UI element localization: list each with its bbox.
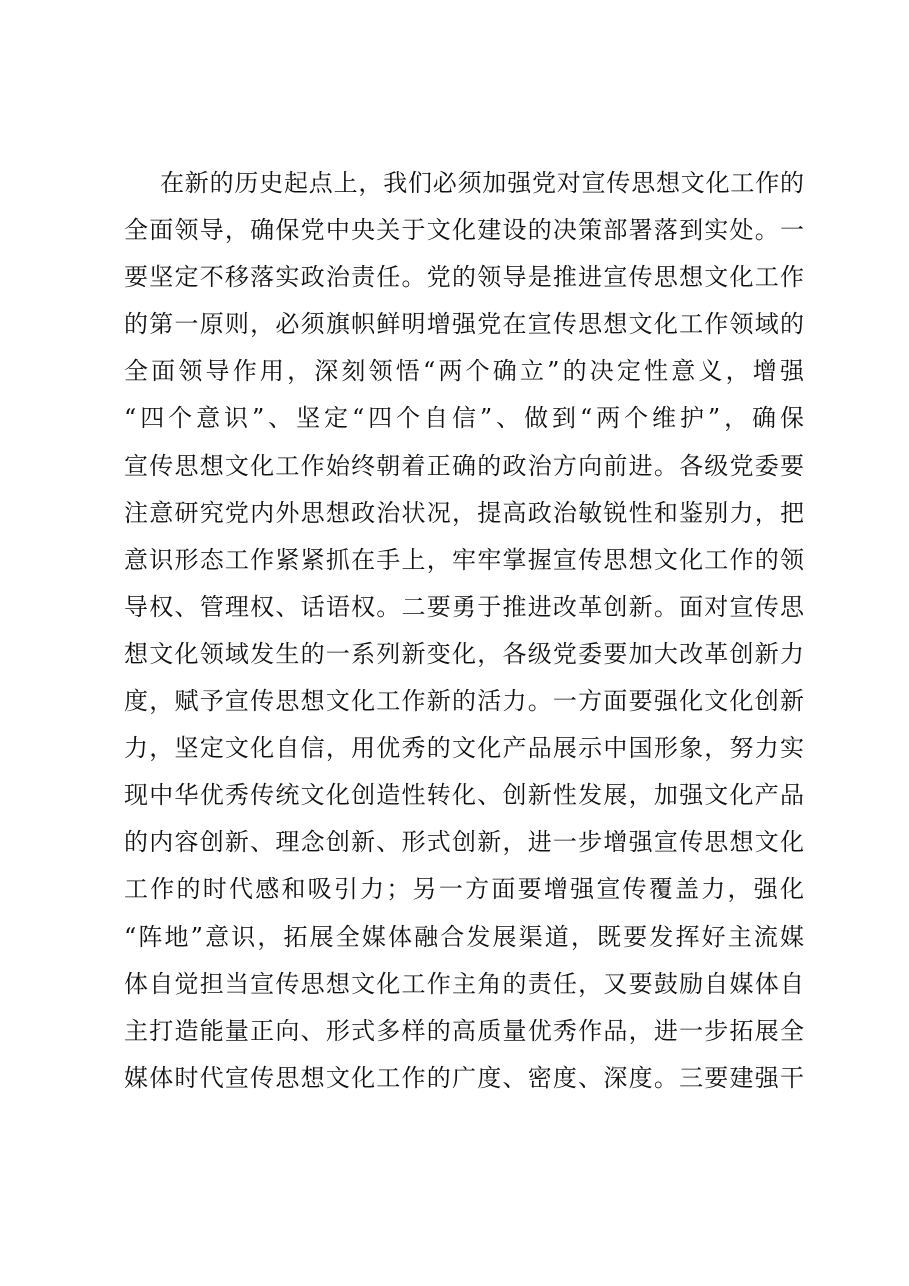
paragraph-line: 体自觉担当宣传思想文化工作主角的责任，又要鼓励自媒体自 [124,969,804,998]
paragraph-line: 要坚定不移落实政治责任。党的领导是推进宣传思想文化工作 [124,263,804,292]
paragraph-line: 在新的历史起点上，我们必须加强党对宣传思想文化工作的 [160,169,804,197]
paragraph-line: 度，赋予宣传思想文化工作新的活力。一方面要强化文化创新 [124,687,804,716]
paragraph-line: 全面领导作用，深刻领悟“两个确立”的决定性意义，增强 [124,357,804,386]
paragraph-line: 宣传思想文化工作始终朝着正确的政治方向前进。各级党委要 [124,451,804,480]
paragraph-line: 意识形态工作紧紧抓在手上，牢牢掌握宣传思想文化工作的领 [124,545,804,574]
paragraph-line: 导权、管理权、话语权。二要勇于推进改革创新。面对宣传思 [124,592,804,621]
paragraph-line: 媒体时代宣传思想文化工作的广度、密度、深度。三要建强干 [124,1063,804,1092]
paragraph-line: “四个意识”、坚定“四个自信”、做到“两个维护”，确保 [124,404,804,433]
paragraph-line: 工作的时代感和吸引力；另一方面要增强宣传覆盖力，强化 [124,875,804,904]
paragraph-line: 的内容创新、理念创新、形式创新，进一步增强宣传思想文化 [124,828,804,857]
paragraph-line: 现中华优秀传统文化创造性转化、创新性发展，加强文化产品 [124,781,804,810]
paragraph-line: 注意研究党内外思想政治状况，提高政治敏锐性和鉴别力，把 [124,498,804,527]
paragraph-line: 全面领导，确保党中央关于文化建设的决策部署落到实处。一 [124,216,804,245]
paragraph-line: 力，坚定文化自信，用优秀的文化产品展示中国形象，努力实 [124,734,804,763]
paragraph-line: “阵地”意识，拓展全媒体融合发展渠道，既要发挥好主流媒 [124,922,804,951]
paragraph-line: 想文化领域发生的一系列新变化，各级党委要加大改革创新力 [124,639,804,668]
paragraph-line: 的第一原则，必须旗帜鲜明增强党在宣传思想文化工作领域的 [124,310,804,339]
paragraph-line: 主打造能量正向、形式多样的高质量优秀作品，进一步拓展全 [124,1016,804,1045]
body-paragraph [124,160,804,1102]
